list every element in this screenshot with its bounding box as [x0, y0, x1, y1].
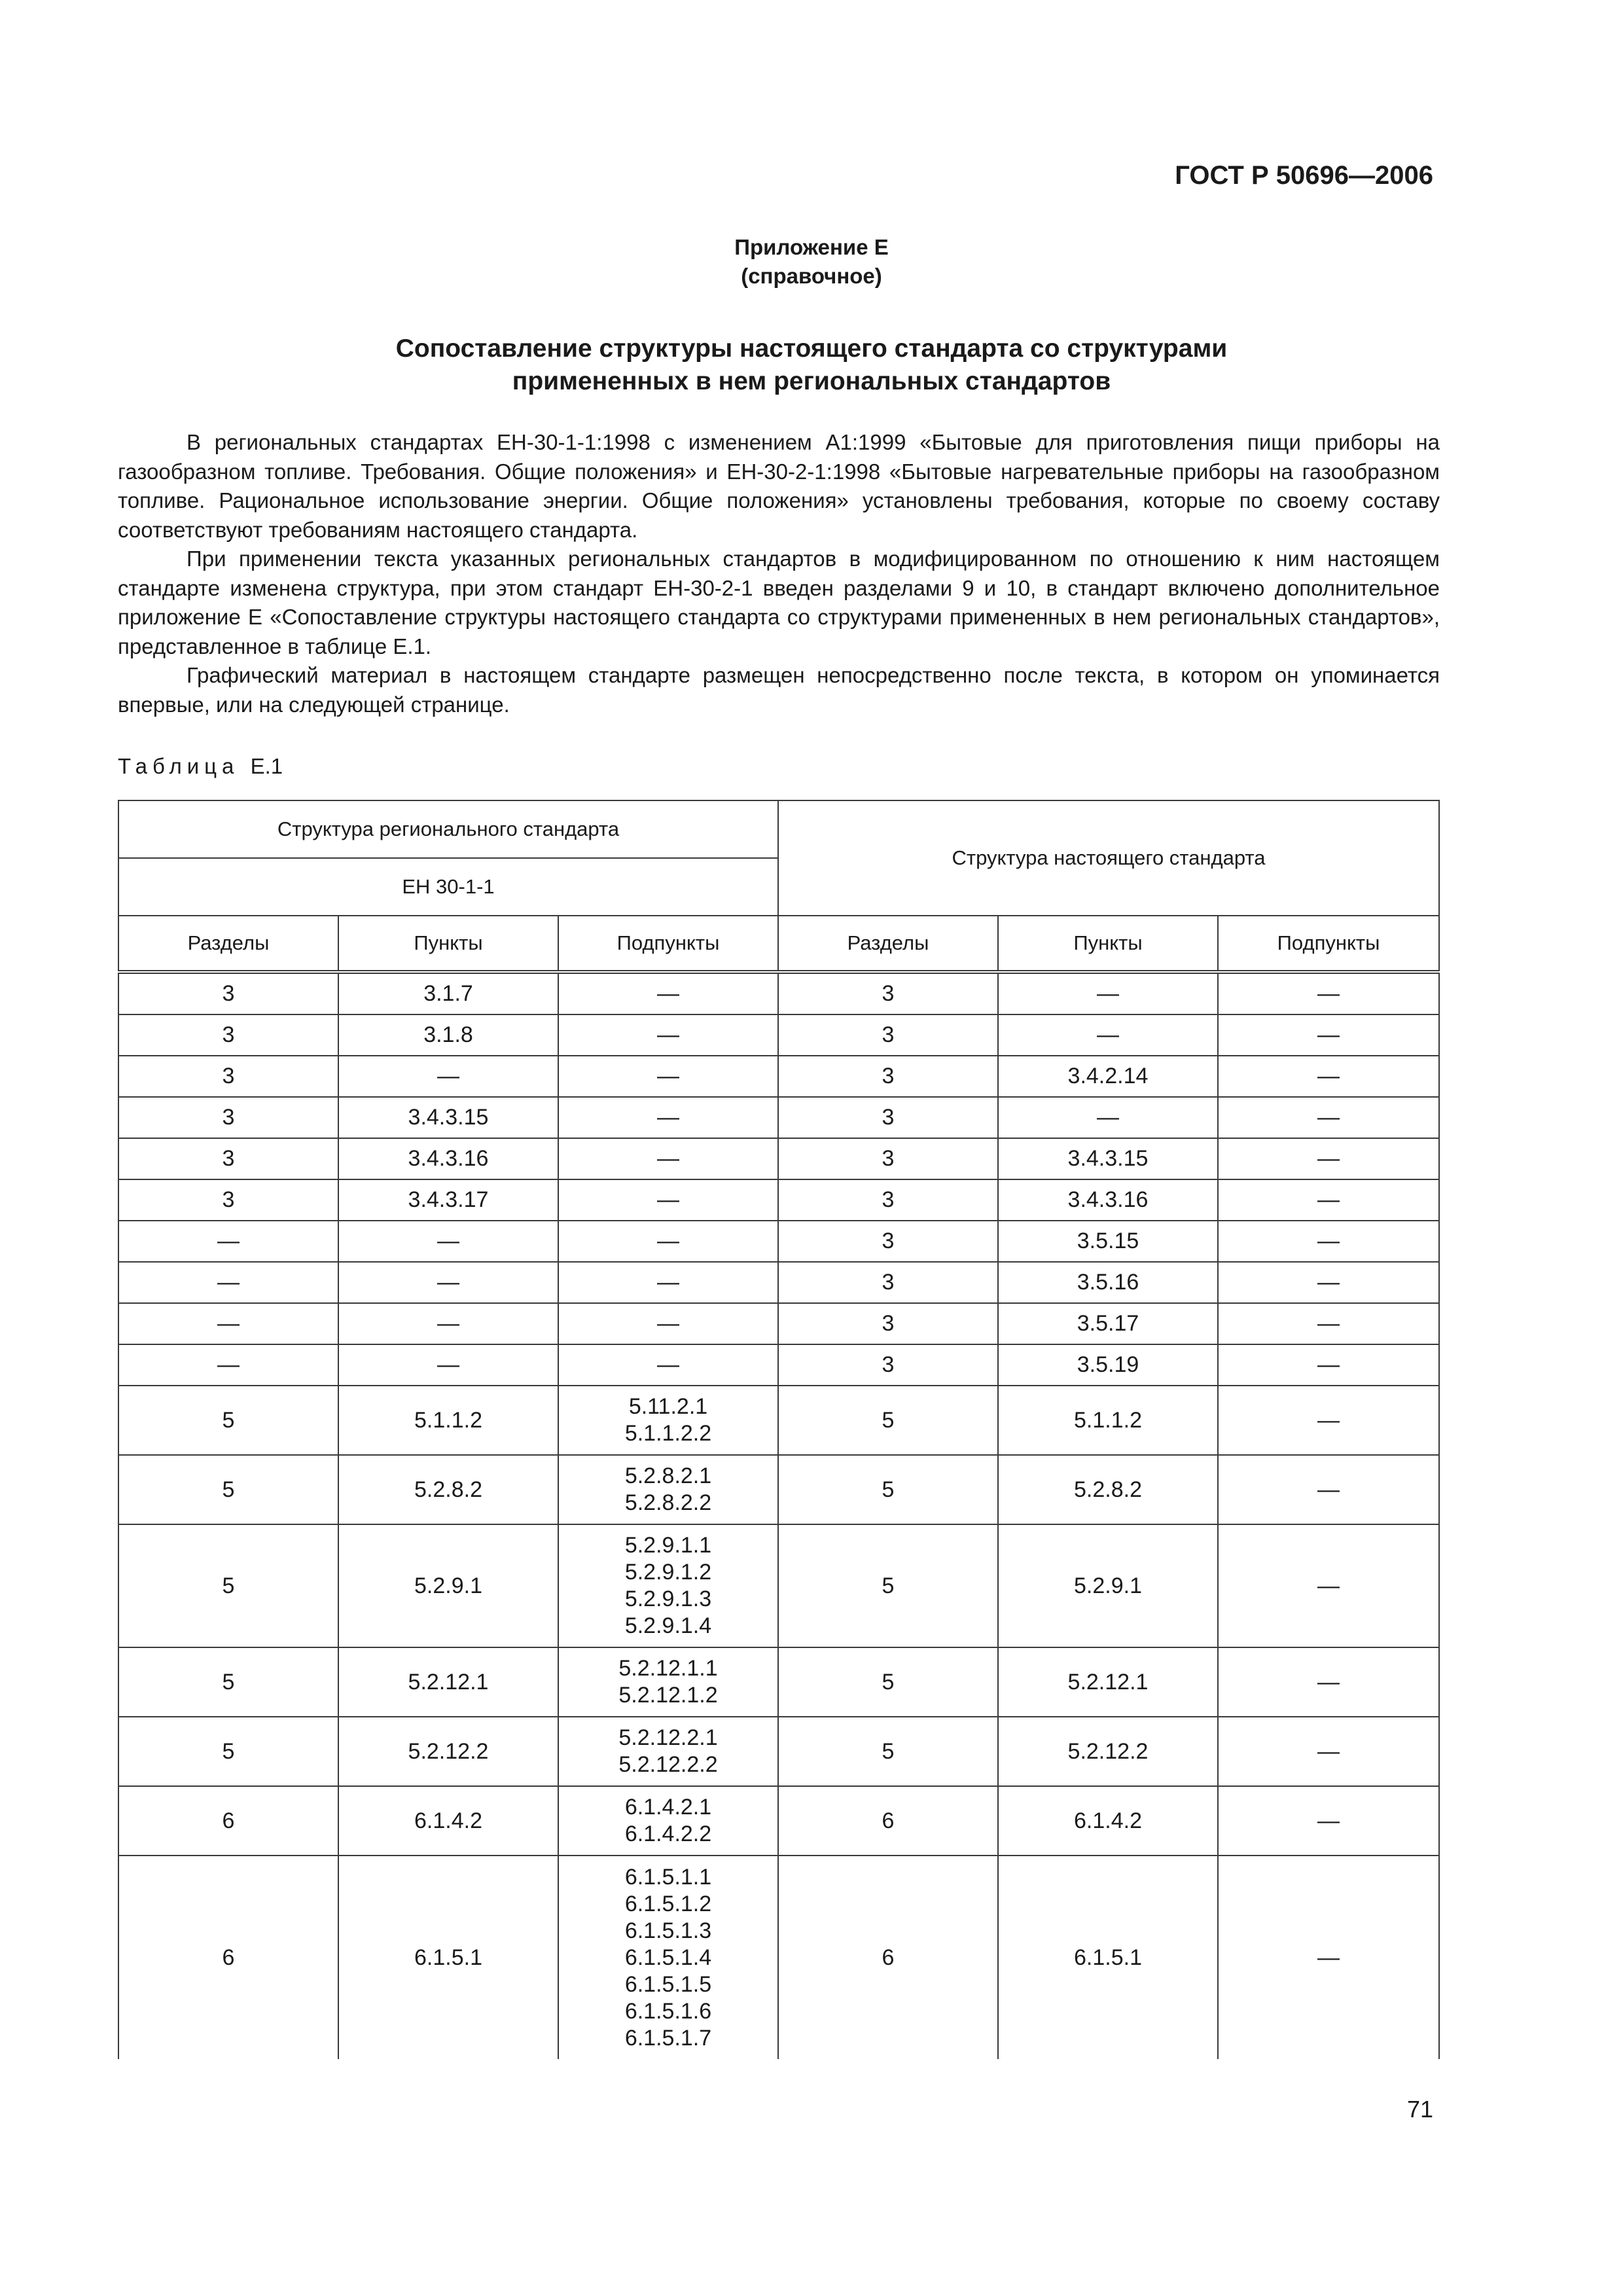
- table-cell: 5.2.12.2: [998, 1717, 1218, 1786]
- annex-heading-line-2: примененных в нем региональных стандартов: [512, 367, 1111, 395]
- table-cell: 3.4.3.17: [338, 1179, 558, 1221]
- table-cell: 3: [118, 1179, 338, 1221]
- table-cell: 3: [778, 1262, 998, 1303]
- column-header: Подпункты: [1218, 916, 1439, 972]
- table-cell: —: [558, 1014, 778, 1056]
- table-cell: —: [118, 1262, 338, 1303]
- subitem: 5.2.12.2.1: [618, 1725, 718, 1750]
- table-cell: —: [338, 1303, 558, 1344]
- table-cell: 5: [778, 1524, 998, 1647]
- table-cell-subitems: [558, 1786, 778, 1856]
- table-row: [118, 1386, 1439, 1455]
- table-cell: 5.2.12.1: [338, 1647, 558, 1717]
- table-row: [118, 1014, 1439, 1056]
- table-cell: —: [558, 1097, 778, 1138]
- subitem: 5.2.9.1.1: [624, 1533, 712, 1558]
- table-row: [118, 1262, 1439, 1303]
- subitem: 5.11.2.1: [628, 1394, 708, 1419]
- table-cell: 3: [778, 1014, 998, 1056]
- table-body: [118, 972, 1439, 2059]
- table-cell-subitems: [558, 1647, 778, 1717]
- table-cell: —: [558, 1179, 778, 1221]
- table-cell: —: [118, 1303, 338, 1344]
- table-cell: 5: [778, 1386, 998, 1455]
- table-cell: 3: [778, 1179, 998, 1221]
- subitem: 6.1.4.2.2: [624, 1821, 712, 1846]
- table-row: [118, 1717, 1439, 1786]
- table-cell: 5.2.8.2: [338, 1455, 558, 1524]
- table-row: [118, 1856, 1439, 2059]
- column-header: Подпункты: [558, 916, 778, 972]
- table-cell: —: [338, 1344, 558, 1386]
- table-cell: —: [1218, 1097, 1439, 1138]
- table-cell: 3: [778, 1303, 998, 1344]
- table-cell-subitems: [558, 1856, 778, 2059]
- table-cell: —: [558, 1221, 778, 1262]
- table-cell: 3.5.16: [998, 1262, 1218, 1303]
- table-cell: 3: [778, 1344, 998, 1386]
- table-cell: —: [1218, 1647, 1439, 1717]
- paragraph-1: В региональных стандартах ЕН-30-1-1:1998 с изменением А1:1999 «Бытовые для приготовления пищи приборы на газообразном топливе. Требования. Общие положения» и ЕН-30-2-1:1998 «Бытовые нагревательные приборы на газообразном топливе. Рациональное использование энергии. Общие положения» установлены требования, которые по своему составу соответствуют требованиям настоящего стандарта.: [118, 430, 1440, 542]
- table-cell: 3.4.3.16: [998, 1179, 1218, 1221]
- table-cell: 5.1.1.2: [338, 1386, 558, 1455]
- table-caption-number: Е.1: [250, 754, 283, 778]
- table-row: [118, 1221, 1439, 1262]
- table-cell: —: [998, 1097, 1218, 1138]
- column-header: Пункты: [998, 916, 1218, 972]
- table-cell: 5: [778, 1717, 998, 1786]
- subitem: 6.1.5.1.7: [624, 2025, 712, 2051]
- table-cell: —: [118, 1221, 338, 1262]
- table-cell: 3: [118, 1056, 338, 1097]
- table-cell: —: [1218, 1262, 1439, 1303]
- table-cell: 6.1.4.2: [338, 1786, 558, 1856]
- table-row: [118, 1138, 1439, 1179]
- subitem: 6.1.5.1.4: [624, 1945, 712, 1970]
- table-cell: 5: [118, 1386, 338, 1455]
- table-cell: —: [338, 1221, 558, 1262]
- table-cell: 3: [778, 1097, 998, 1138]
- subitem: 5.2.12.1.1: [618, 1656, 718, 1681]
- table-cell: —: [338, 1056, 558, 1097]
- table-cell: 3: [118, 972, 338, 1014]
- table-cell: —: [1218, 1221, 1439, 1262]
- table-cell: 3: [118, 1097, 338, 1138]
- table-cell: 5: [118, 1524, 338, 1647]
- annex-type: (справочное): [741, 264, 882, 288]
- subitem: 5.2.9.1.4: [624, 1613, 712, 1638]
- table-caption: [118, 754, 283, 779]
- table-row: [118, 1056, 1439, 1097]
- table-cell: —: [998, 972, 1218, 1014]
- subitem: 6.1.5.1.6: [624, 1998, 712, 2024]
- table-cell: 3.4.2.14: [998, 1056, 1218, 1097]
- document-code: ГОСТ Р 50696—2006: [1175, 161, 1433, 190]
- table-cell: —: [118, 1344, 338, 1386]
- subitem: 5.2.9.1.3: [624, 1587, 712, 1611]
- column-header: Пункты: [338, 916, 558, 972]
- table-cell: 5: [118, 1717, 338, 1786]
- table-cell: 3.1.7: [338, 972, 558, 1014]
- table-cell: 5.2.12.1: [998, 1647, 1218, 1717]
- regional-structure-header: Структура регионального стандарта: [118, 800, 778, 858]
- table-cell: 3.4.3.15: [998, 1138, 1218, 1179]
- table-cell: 3: [778, 1056, 998, 1097]
- table-cell: —: [1218, 1179, 1439, 1221]
- table-cell: 3.4.3.16: [338, 1138, 558, 1179]
- paragraph-2: При применении текста указанных региональных стандартов в модифицированном по отношению к ним настоящем стандарте изменена структура, при этом стандарт ЕН-30-2-1 введен разделами 9 и 10, в стандарт включено дополнительное приложение Е «Сопоставление структуры настоящего стандарта со структурами примененных в нем региональных стандартов», представленное в таблице Е.1.: [118, 547, 1440, 658]
- table-cell: 6: [778, 1786, 998, 1856]
- table-cell: 3.4.3.15: [338, 1097, 558, 1138]
- subitem: 5.2.8.2.2: [624, 1490, 712, 1515]
- table-cell: 3: [118, 1014, 338, 1056]
- table-row: [118, 1786, 1439, 1856]
- table-cell-subitems: [558, 1524, 778, 1647]
- table-cell: —: [1218, 1344, 1439, 1386]
- table-row: [118, 1097, 1439, 1138]
- table-cell: —: [558, 972, 778, 1014]
- annex-label: Приложение Е: [734, 235, 889, 259]
- table-cell: —: [1218, 1786, 1439, 1856]
- table-cell: 6: [778, 1856, 998, 2059]
- table-cell: —: [338, 1262, 558, 1303]
- table-cell: 3: [778, 1221, 998, 1262]
- subitem: 5.2.8.2.1: [624, 1463, 712, 1488]
- table-cell-subitems: [558, 1386, 778, 1455]
- table-cell: 3: [778, 972, 998, 1014]
- table-cell: 5: [118, 1647, 338, 1717]
- subitem: 6.1.5.1.3: [624, 1918, 712, 1943]
- table-cell: —: [558, 1138, 778, 1179]
- table-cell: —: [1218, 1056, 1439, 1097]
- current-structure-header: Структура настоящего стандарта: [778, 800, 1439, 916]
- subitem: 5.2.9.1.2: [624, 1560, 712, 1585]
- table-cell: 5.2.12.2: [338, 1717, 558, 1786]
- annex-heading-line-1: Сопоставление структуры настоящего стандарта со структурами: [395, 334, 1228, 363]
- table-cell: 5.2.9.1: [998, 1524, 1218, 1647]
- table-cell: 3.1.8: [338, 1014, 558, 1056]
- table-cell: 3: [118, 1138, 338, 1179]
- subitem: 5.1.1.2.2: [624, 1421, 712, 1446]
- table-row: [118, 972, 1439, 1014]
- table-cell: —: [1218, 1303, 1439, 1344]
- table-cell: 6.1.4.2: [998, 1786, 1218, 1856]
- table-cell: 5: [778, 1647, 998, 1717]
- subitem: 6.1.4.2.1: [624, 1795, 712, 1820]
- table-row: [118, 1647, 1439, 1717]
- table-cell: 6.1.5.1: [998, 1856, 1218, 2059]
- table-cell: 6: [118, 1786, 338, 1856]
- table-cell: —: [1218, 1138, 1439, 1179]
- table-caption-word: Таблица: [118, 754, 240, 778]
- table-cell: —: [1218, 1386, 1439, 1455]
- subitem: 5.2.12.1.2: [618, 1683, 718, 1708]
- page-number: 71: [1406, 2096, 1433, 2123]
- column-header: Разделы: [778, 916, 998, 972]
- subitem: 6.1.5.1.5: [624, 1971, 712, 1997]
- table-cell: 5: [778, 1455, 998, 1524]
- table-row: [118, 1455, 1439, 1524]
- table-row: [118, 1303, 1439, 1344]
- correspondence-table: [118, 800, 1440, 2059]
- table-cell: —: [1218, 1856, 1439, 2059]
- table-cell: 5.2.8.2: [998, 1455, 1218, 1524]
- table-row: [118, 1179, 1439, 1221]
- table-cell: —: [558, 1262, 778, 1303]
- table-cell: 3.5.15: [998, 1221, 1218, 1262]
- table-cell: 5.1.1.2: [998, 1386, 1218, 1455]
- table-cell-subitems: [558, 1717, 778, 1786]
- column-header: Разделы: [118, 916, 338, 972]
- table-cell: —: [1218, 1524, 1439, 1647]
- table-row: [118, 1344, 1439, 1386]
- table-cell: 6.1.5.1: [338, 1856, 558, 2059]
- subitem: 5.2.12.2.2: [618, 1752, 718, 1777]
- paragraph-3: Графический материал в настоящем стандарте размещен непосредственно после текста, в котором он упоминается впервые, или на следующей странице.: [118, 663, 1440, 717]
- table-cell: —: [1218, 1717, 1439, 1786]
- table-cell-subitems: [558, 1455, 778, 1524]
- table-cell: —: [1218, 1014, 1439, 1056]
- table-cell: 5.2.9.1: [338, 1524, 558, 1647]
- table-cell: 3: [778, 1138, 998, 1179]
- table-cell: —: [1218, 1455, 1439, 1524]
- table-cell: 6: [118, 1856, 338, 2059]
- table-cell: 3.5.19: [998, 1344, 1218, 1386]
- table-cell: —: [998, 1014, 1218, 1056]
- subitem: 6.1.5.1.2: [624, 1891, 712, 1916]
- table-cell: —: [558, 1344, 778, 1386]
- table-row: [118, 1524, 1439, 1647]
- table-cell: 3.5.17: [998, 1303, 1218, 1344]
- regional-standard-name: ЕН 30-1-1: [118, 858, 778, 916]
- subitem: 6.1.5.1.1: [624, 1864, 712, 1890]
- table-cell: —: [1218, 972, 1439, 1014]
- table-cell: —: [558, 1056, 778, 1097]
- table-cell: —: [558, 1303, 778, 1344]
- table-cell: 5: [118, 1455, 338, 1524]
